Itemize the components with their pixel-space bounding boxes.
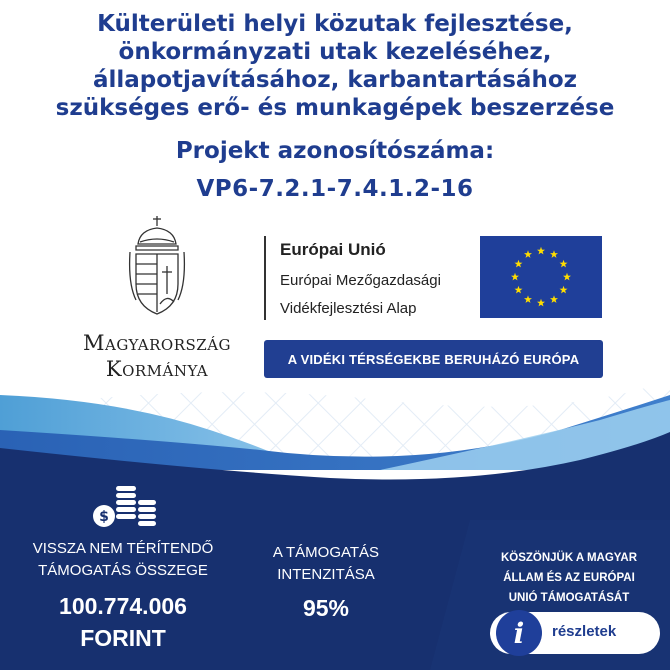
- svg-text:$: $: [99, 509, 109, 525]
- eu-fund-line: Vidékfejlesztési Alap: [280, 300, 417, 317]
- support-amount-label: [16, 538, 230, 582]
- support-amount-value: [16, 590, 230, 654]
- government-name-line: Magyarország: [82, 331, 232, 355]
- government-name-line: Kormánya: [105, 357, 209, 381]
- thanks-text: [470, 548, 668, 608]
- eu-title: Európai Unió: [280, 240, 386, 259]
- coins-icon: [92, 480, 158, 530]
- support-amount-label-line: VISSZA NEM TÉRÍTENDŐ: [32, 540, 214, 557]
- eu-slogan-banner: A VIDÉKI TÉRSÉGEKBE BERUHÁZÓ EURÓPA: [264, 340, 603, 378]
- support-amount-number: 100.774.006: [59, 593, 187, 619]
- support-amount-label-line: TÁMOGATÁS ÖSSZEGE: [38, 562, 208, 579]
- thanks-line: KÖSZÖNJÜK A MAGYAR: [500, 552, 638, 564]
- title-line: Külterületi helyi közutak fejlesztése,: [97, 11, 573, 37]
- support-intensity-label-line: A TÁMOGATÁS: [272, 544, 380, 561]
- support-intensity-label-line: INTENZITÁSA: [277, 566, 375, 583]
- project-id: VP6-7.2.1-7.4.1.2-16: [196, 176, 474, 202]
- thanks-line: ÁLLAM ÉS AZ EURÓPAI: [503, 572, 635, 584]
- info-icon[interactable]: i: [496, 610, 542, 656]
- title-line: állapotjavításához, karbantartásához: [92, 67, 578, 93]
- thanks-line: UNIÓ TÁMOGATÁSÁT: [508, 592, 630, 604]
- title-line: önkormányzati utak kezeléséhez,: [118, 39, 552, 65]
- details-button-label[interactable]: részletek: [552, 623, 617, 640]
- title-line: szükséges erő- és munkagépek beszerzése: [55, 95, 615, 121]
- support-intensity-label: [256, 542, 396, 586]
- support-amount-currency: FORINT: [80, 625, 166, 651]
- project-label: Projekt azonosítószáma:: [175, 138, 495, 164]
- support-intensity-value: 95%: [302, 595, 350, 621]
- eu-fund-line: Európai Mezőgazdasági: [280, 272, 441, 289]
